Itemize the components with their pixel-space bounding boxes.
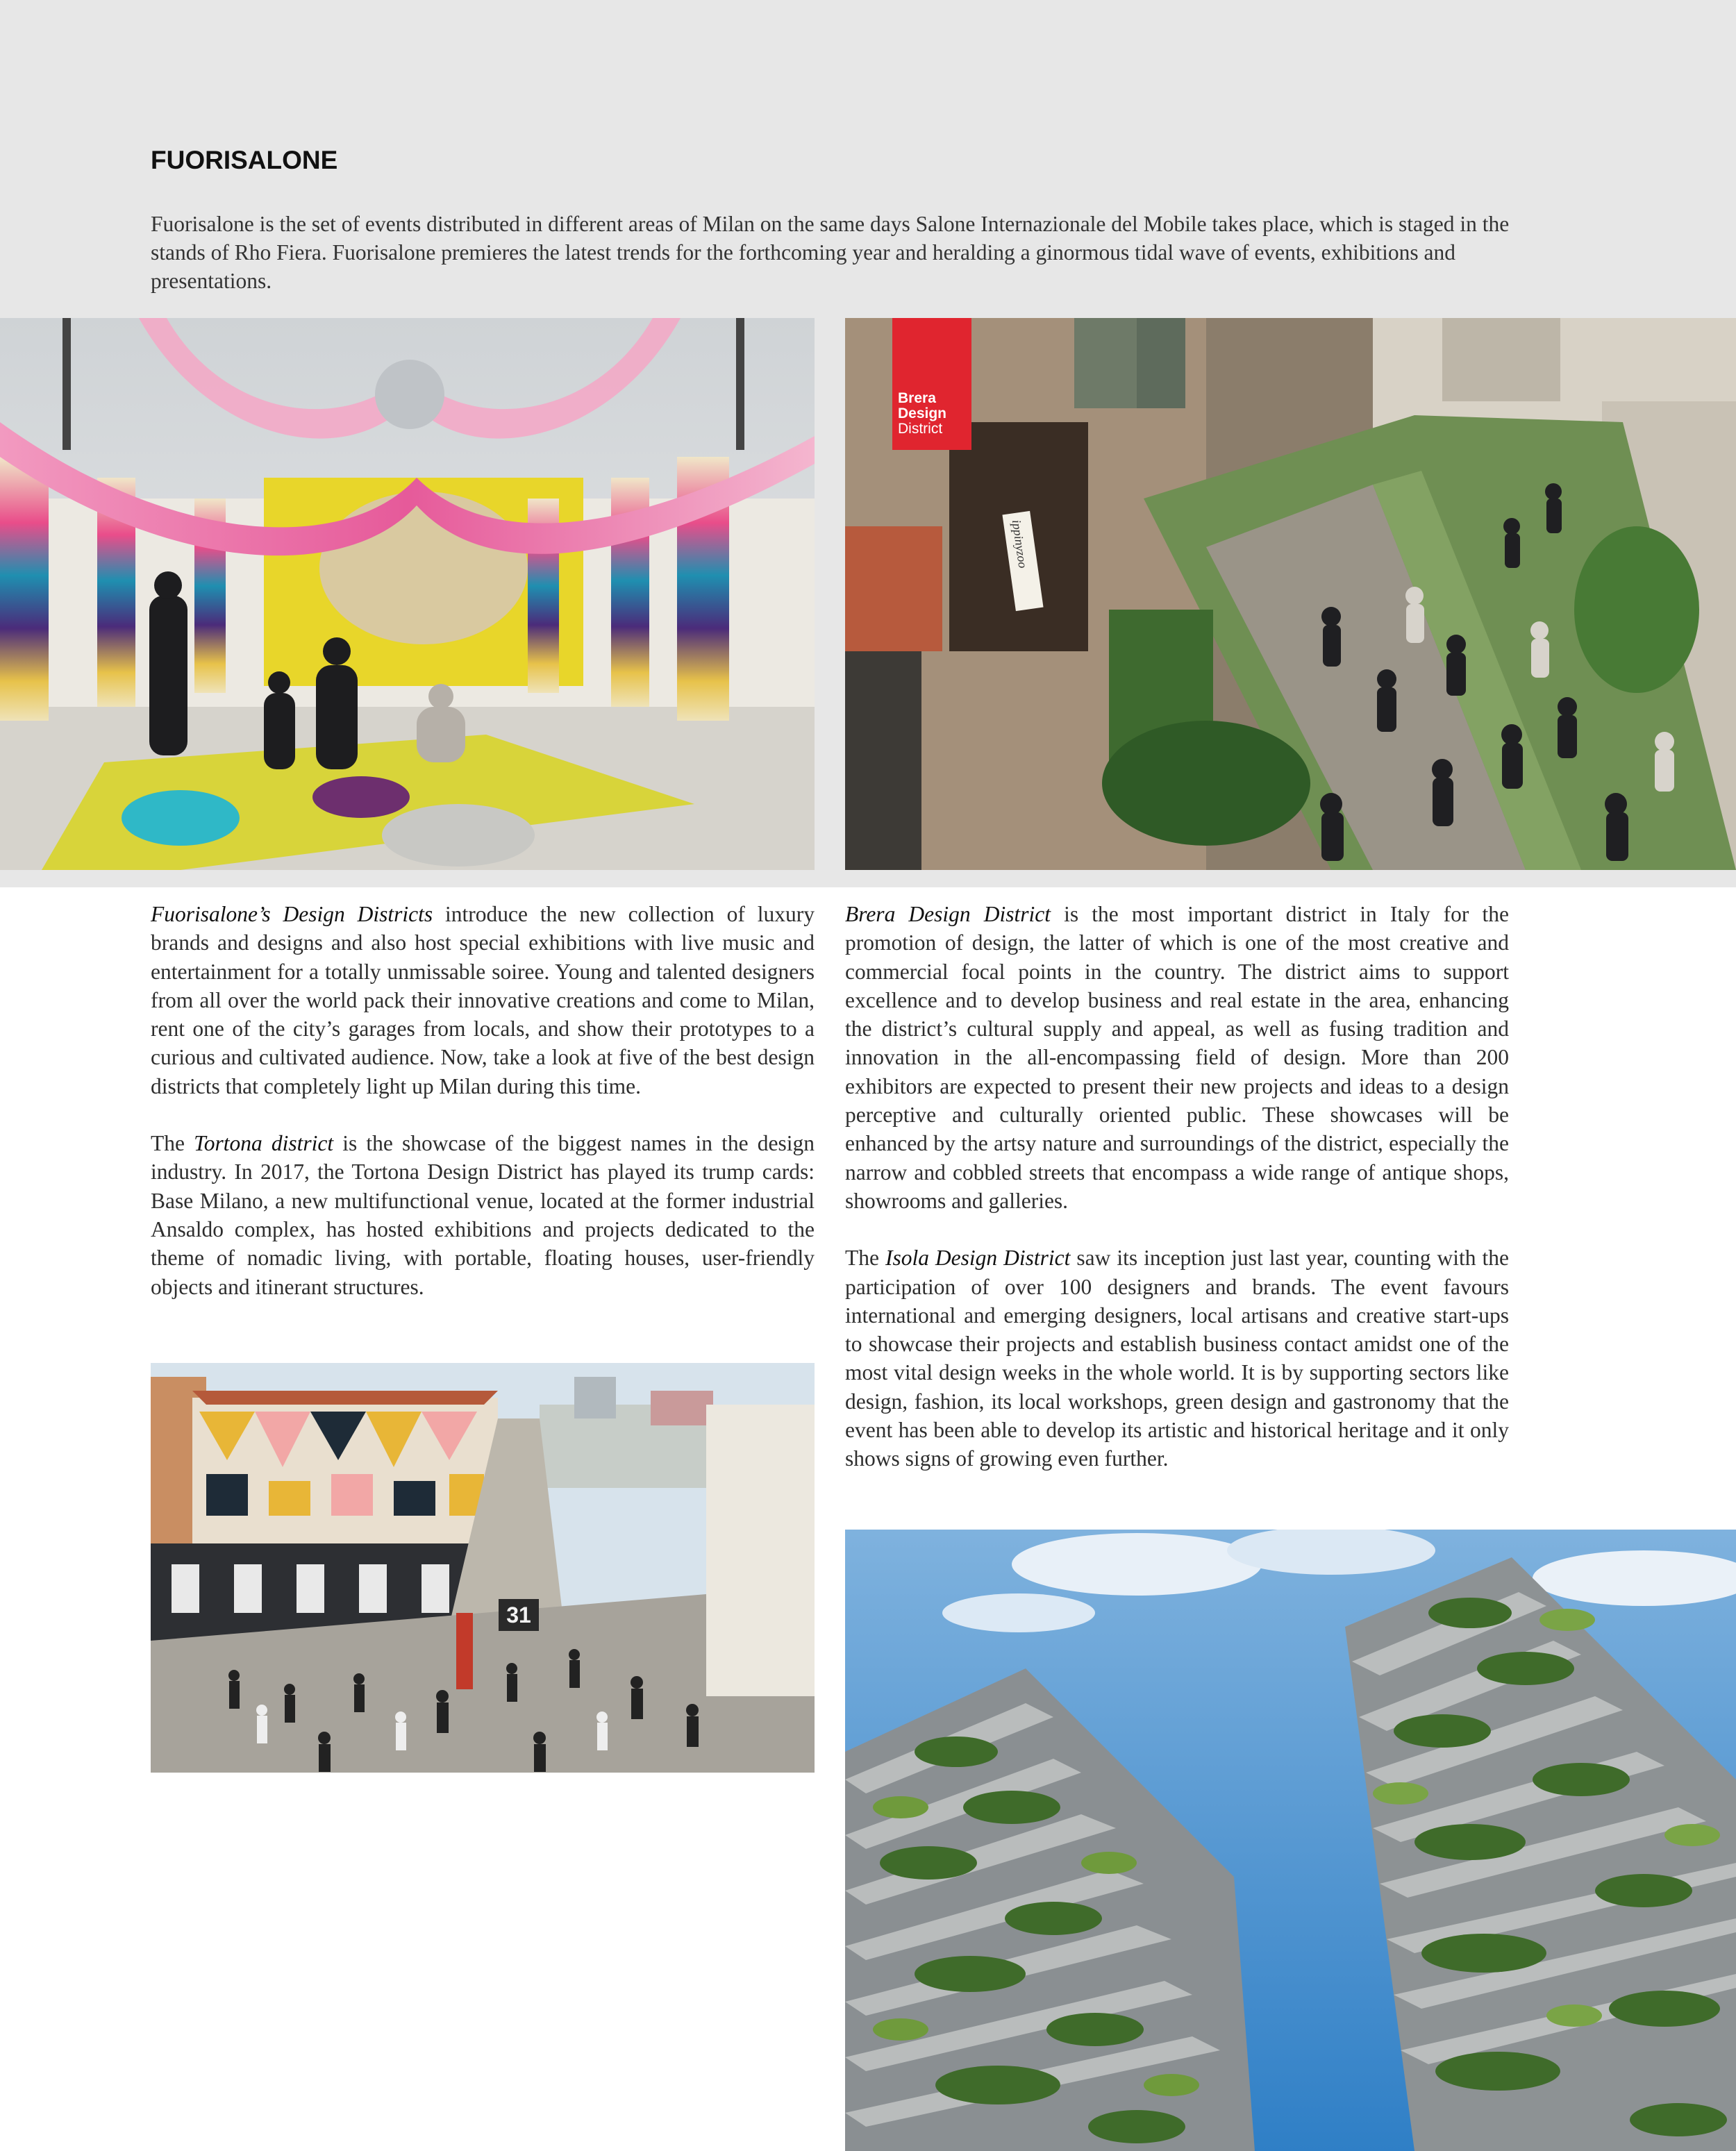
shop-sign-text: ippinyzoo — [1009, 519, 1030, 569]
tortona-street-photo — [151, 1363, 815, 1773]
isola-paragraph — [845, 1244, 1509, 1473]
brera-sign-line2: Design — [898, 405, 947, 421]
brera-sign-line1: Brera — [898, 390, 936, 406]
tortona-term: Tortona district — [194, 1131, 334, 1156]
tortona-text: is the showcase of the biggest names in the design industry. In 2017, the Tortona Design District has played its trump cards: Base Milano, a new multifunctional venue, located at the former industrial Ansaldo complex, has hosted exhibitions and projects dedicated to the theme of nomadic living, with portable, floating houses, user-friendly objects and itinerant structures. — [151, 1131, 815, 1299]
right-text-column — [845, 900, 1509, 1502]
brera-term: Brera Design District — [845, 902, 1051, 926]
brera-paragraph — [845, 900, 1509, 1215]
intro-paragraph: Fuorisalone is the set of events distributed in different areas of Milan on the same days Salone Internazionale del Mobile takes place, which is staged in the stands of Rho Fiera. Fuorisalone premieres the latest trends for the forthcoming year and heralding a ginormous tidal wave of events, exhibitions and presentations. — [151, 212, 1510, 293]
page-title: FUORISALONE — [151, 146, 338, 174]
isola-term: Isola Design District — [885, 1246, 1071, 1271]
isola-vertical-forest-photo — [845, 1530, 1736, 2151]
street-number-sign: 31 — [499, 1599, 539, 1631]
isola-pre: The — [845, 1246, 885, 1271]
brera-street-photo — [845, 318, 1736, 870]
tortona-paragraph — [151, 1129, 815, 1301]
design-districts-term: Fuorisalone’s Design Districts — [151, 902, 433, 926]
brera-sign-line3: District — [898, 421, 943, 437]
installation-photo — [0, 318, 815, 870]
design-districts-text: introduce the new collection of luxury brands and designs and also host special exhibitions with live music and entertainment for a totally unmissable soiree. Young and talented designers from all over the world pack their innovative creations and come to Milan, rent one of the city’s garages from locals, and show their prototypes to a curious and cultivated audience. Now, take a look at five of the best design districts that completely light up Milan during this time. — [151, 902, 815, 1098]
design-districts-paragraph — [151, 900, 815, 1100]
isola-text: saw its inception just last year, counting with the participation of over 100 designers and brands. The event favours international and emerging designers, local artisans and creative start-ups to showcase their projects and establish business contact amidst one of the most vital design weeks in the whole world. It is by supporting sectors like design, fashion, its local workshops, green design and gastronomy that the event has been able to develop its artistic and historical heritage and it only shows signs of growing even further. — [845, 1246, 1509, 1471]
brera-district-sign — [892, 318, 971, 450]
left-text-column — [151, 900, 815, 1330]
brera-text: is the most important district in Italy for the promotion of design, the latter of which is one of the most creative and commercial focal points in the country. The district aims to support excellence and to develop business and real estate in the area, enhancing the district’s cultural supply and appeal, as well as fusing tradition and innovation in the all-encompassing field of design. More than 200 exhibitors are expected to present their new projects and ideas to a design perceptive and culturally oriented public. These showcases will be enhanced by the artsy nature and surroundings of the district, especially the narrow and cobbled streets that encompass a wide range of antique shops, showrooms and galleries. — [845, 902, 1509, 1213]
tortona-pre: The — [151, 1131, 194, 1156]
